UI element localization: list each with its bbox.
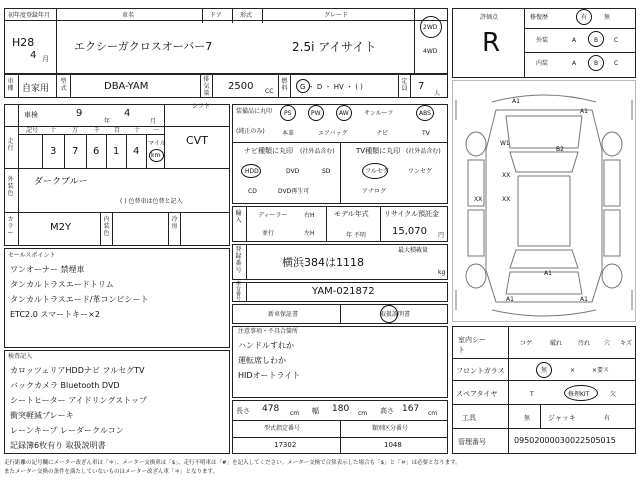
equip-sunroof: サンルーフ xyxy=(364,110,394,117)
notes-line-2: 運転席しわか xyxy=(238,356,286,365)
import-right: 右H xyxy=(304,212,315,219)
int-grade-c: C xyxy=(614,60,619,67)
equip-navi: ナビ xyxy=(376,130,389,137)
capacity-unit: 人 xyxy=(434,90,441,97)
diagram-label-rear2: A1 xyxy=(506,296,514,303)
category-value: 1048 xyxy=(384,441,402,449)
footer-line-2: またメーター交換の条件を満たしていないものはメーター改ざん車「＊」となります。 xyxy=(4,469,219,475)
import-dealer: ディーラー xyxy=(258,212,288,219)
exterior-label: 外装 xyxy=(536,37,549,44)
length-label: 長さ xyxy=(236,407,250,415)
mileage-digit-1: 3 xyxy=(50,146,57,157)
navi-cd: CD xyxy=(248,188,257,195)
type-designation-label: 型式指定番号 xyxy=(264,425,301,432)
warranty-manual: 取扱説明書 xyxy=(380,311,411,318)
inspector-line-2: バックカメラ Bluetooth DVD xyxy=(10,381,120,390)
diagram-label-front2: A1 xyxy=(580,108,588,115)
model-year-label: モデル年式 xyxy=(334,210,369,218)
notes-line-1: ハンドルすれか xyxy=(238,341,294,350)
diagram-label-b2: B2 xyxy=(556,146,564,153)
import-parallel: 並行 xyxy=(262,230,275,237)
seat-item-burn: コゲ xyxy=(520,340,533,347)
equip-pw: PW xyxy=(311,110,321,117)
mileage-unit-km: km xyxy=(151,152,161,159)
interior-label: 内装 xyxy=(536,60,549,67)
tv-note: (社外品含む) xyxy=(406,148,441,155)
diagram-label-w1: W1 xyxy=(500,140,510,147)
header-row xyxy=(4,8,448,74)
equip-abs: ABS xyxy=(419,110,431,117)
model-code-value: DBA-YAM xyxy=(104,81,149,92)
grade-label: グレード xyxy=(324,12,349,19)
mileage-col-0: 記号 xyxy=(26,127,39,134)
footer-line-1: 走行距離の記号欄にメーター改ざん車は「＊」、メーター交換車は「$」、走行不明車は「#」を記入してください。メーター交換で合算表示した場合も「$」と「＃」は必要となります。 xyxy=(4,460,461,466)
max-load-unit: kg xyxy=(438,269,446,276)
car-name-value: エクシーガクロスオーバー7 xyxy=(74,40,213,53)
inspection-year-unit: 年 xyxy=(104,118,111,125)
score-value: R xyxy=(482,28,501,58)
width-value: 180 xyxy=(332,404,350,414)
first-reg-era: H28 xyxy=(12,36,35,49)
recycle-value: 15,070 xyxy=(392,226,427,237)
spare-missing: 欠 xyxy=(610,391,617,398)
recycle-label: リサイクル預託金 xyxy=(384,210,440,218)
equipment-sub: (純正のみ) xyxy=(236,128,265,135)
model-label: 形式 xyxy=(240,12,253,19)
mileage-digit-2: 7 xyxy=(72,146,79,157)
int-grade-b: B xyxy=(594,60,599,67)
sales-line-4: ETC2.0 スマートキー×2 xyxy=(10,310,100,319)
inspector-line-1: カロッツェリアHDDナビ フルセグTV xyxy=(10,366,145,375)
ext-grade-c: C xyxy=(614,37,619,44)
mileage-col-1: 十 xyxy=(50,127,57,134)
mileage-unit-mile: マイル xyxy=(148,140,166,147)
mileage-digit-5: 4 xyxy=(133,146,140,157)
mileage-digit-3: 6 xyxy=(93,146,100,157)
seat-item-hole: 穴 xyxy=(604,340,611,347)
glass-label: フロントガラス xyxy=(456,367,505,375)
diagram-label-xx2: XX xyxy=(474,196,483,203)
glass-x: × xyxy=(570,367,576,374)
sales-line-1: ワンオーナー 禁煙車 xyxy=(10,265,85,274)
color-note: ( ) 色替車は色替と記入 xyxy=(120,198,183,205)
height-value: 167 xyxy=(402,404,420,414)
capacity-label: 定員 xyxy=(401,78,408,92)
model-year-value: 年 不明 xyxy=(346,232,366,239)
inspection-month-unit: 月 xyxy=(150,118,157,125)
notes-label: 注意事項・不具合箇所 xyxy=(238,328,299,335)
score-label: 評価点 xyxy=(480,14,499,21)
mileage-label: 走行 xyxy=(7,138,14,152)
door-label: ドア xyxy=(210,12,222,19)
displacement-unit: CC xyxy=(265,88,274,95)
ext-grade-a: A xyxy=(572,37,577,44)
width-label: 幅 xyxy=(312,407,319,415)
navi-sd: SD xyxy=(322,168,331,175)
sales-line-3: タンカルトラスエード/革コンビシート xyxy=(10,295,149,304)
navi-note: (社外品含む) xyxy=(300,148,335,155)
first-reg-month: 4 xyxy=(30,50,37,61)
import-left: 左H xyxy=(304,230,315,237)
jack-label: ジャッキ xyxy=(548,414,576,422)
interior-color-label: 内装色 xyxy=(103,216,110,237)
jack-value: 有 xyxy=(604,415,611,422)
fuel-label: 燃料 xyxy=(281,78,288,92)
displacement-value: 2500 xyxy=(228,81,254,92)
mileage-digit-4: 1 xyxy=(113,146,120,157)
seat-item-scratch: キズ xyxy=(620,340,632,347)
recycle-unit: 円 xyxy=(438,232,445,239)
seat-item-stain: 汚れ xyxy=(578,340,591,347)
diagram-label-front1: A1 xyxy=(512,98,520,105)
mileage-col-3: 千 xyxy=(94,127,101,134)
fuel-options: G ・ D ・ HV ・ ( ) xyxy=(300,83,363,91)
int-grade-a: A xyxy=(572,60,577,67)
diagram-label-xx1: XX xyxy=(502,172,511,179)
shift-label: シフト xyxy=(192,103,211,110)
glass-none: 無 xyxy=(541,367,548,374)
spare-t: T xyxy=(530,391,534,398)
repair-label: 修復歴 xyxy=(530,14,549,21)
length-unit: cm xyxy=(290,410,300,417)
spare-kit: 修理KIT xyxy=(568,391,590,398)
height-unit: cm xyxy=(428,410,438,417)
repair-yes: 有 xyxy=(581,14,588,21)
warranty-book: 新車保証書 xyxy=(268,311,299,318)
aircon-label: 冷房 xyxy=(171,216,178,230)
width-unit: cm xyxy=(358,410,368,417)
glass-x-replace: ×要ス xyxy=(592,367,610,374)
mgmt-value: 09502000030022505015 xyxy=(514,436,616,445)
navi-hdd: HDD xyxy=(245,168,259,175)
first-reg-label: 初年度登録年月 xyxy=(8,12,51,19)
chassis-label: 車台番号 xyxy=(235,281,241,302)
tv-analog: アナログ xyxy=(362,188,387,195)
mileage-col-4: 百 xyxy=(114,127,121,134)
type-designation-value: 17302 xyxy=(274,441,297,449)
usage-value: 自家用 xyxy=(22,84,50,94)
registration-label: 登録番号 xyxy=(235,246,242,274)
inspector-line-4: 衝突軽減ブレーキ xyxy=(10,411,74,420)
diagram-label-rear1: A1 xyxy=(544,270,552,277)
color-label: 外装色 xyxy=(7,176,14,197)
color-value: ダークブルー xyxy=(34,177,88,187)
spare-label: スペアタイヤ xyxy=(456,390,498,398)
tv-label: TV種類に丸印 xyxy=(356,147,401,155)
drive-2wd: 2WD xyxy=(423,24,438,31)
tools-label: 工具 xyxy=(462,414,476,422)
mileage-col-2: 万 xyxy=(72,127,79,134)
shift-value: CVT xyxy=(186,134,208,147)
inspector-line-5: レーンキープ レーダークルコン xyxy=(10,426,124,435)
inspection-year: 9 xyxy=(76,108,83,119)
drive-4wd: 4WD xyxy=(423,48,438,55)
seat-label: 室内シート xyxy=(458,336,486,354)
equip-ps: PS xyxy=(284,110,292,117)
tv-oneseg: ワンセグ xyxy=(408,168,433,175)
ext-grade-b: B xyxy=(594,37,599,44)
grade-value: 2.5i アイサイト xyxy=(292,40,377,54)
height-label: 高さ xyxy=(380,407,394,415)
color-code-value: M2Y xyxy=(50,222,72,233)
equip-aw: AW xyxy=(339,110,349,117)
equip-leather: 本革 xyxy=(282,130,295,137)
repair-no: 無 xyxy=(604,14,611,21)
equipment-label: 装備品に丸印 xyxy=(236,108,273,115)
equip-airbag: エアバッグ xyxy=(318,130,348,137)
car-name-label: 車名 xyxy=(122,12,135,19)
max-load-label: 最大積載量 xyxy=(398,247,429,254)
navi-label: ナビ種類に丸印 xyxy=(244,147,293,155)
inspector-line-6: 記録簿6枚有り 取扱説明書 xyxy=(10,441,106,450)
chassis-value: YAM-021872 xyxy=(312,286,375,297)
import-label: 輸入 xyxy=(235,210,242,224)
inspector-notes-label: 検査記入 xyxy=(8,353,33,360)
color-code-label: カラー xyxy=(7,216,14,237)
sales-points-label: セールスポイント xyxy=(8,252,56,259)
inspection-month: 4 xyxy=(124,108,131,119)
seat-item-tear: 破れ xyxy=(550,340,563,347)
model-code-label: 型式 xyxy=(60,78,67,92)
inspector-line-3: シートヒーター アイドリングストップ xyxy=(10,396,148,405)
mileage-col-5: 十 xyxy=(134,127,141,134)
diagram-label-xx3: XX xyxy=(502,196,511,203)
registration-value: 横浜384は1118 xyxy=(282,256,364,269)
tools-value: 無 xyxy=(524,415,531,422)
length-value: 478 xyxy=(262,404,280,414)
displacement-label: 排気量 xyxy=(203,76,210,97)
diagram-label-rear3: A1 xyxy=(580,296,588,303)
usage-label: 車種 xyxy=(7,78,14,92)
navi-dvd: DVD xyxy=(286,168,300,175)
capacity-value: 7 xyxy=(418,81,425,92)
equip-tv: TV xyxy=(422,130,430,137)
mileage-col-6: 一 xyxy=(153,127,160,134)
mgmt-label: 管理番号 xyxy=(458,438,486,446)
tv-fullseg: フルセグ xyxy=(365,168,389,175)
category-label: 類別区分番号 xyxy=(372,425,409,432)
sales-line-2: タンカルトラスエードトリム xyxy=(10,280,114,289)
inspection-label: 車検 xyxy=(24,111,38,119)
navi-dvd-play: DVD再生可 xyxy=(278,188,310,195)
notes-line-3: HIDオートライト xyxy=(238,371,301,380)
first-reg-month-unit: 月 xyxy=(42,55,49,63)
